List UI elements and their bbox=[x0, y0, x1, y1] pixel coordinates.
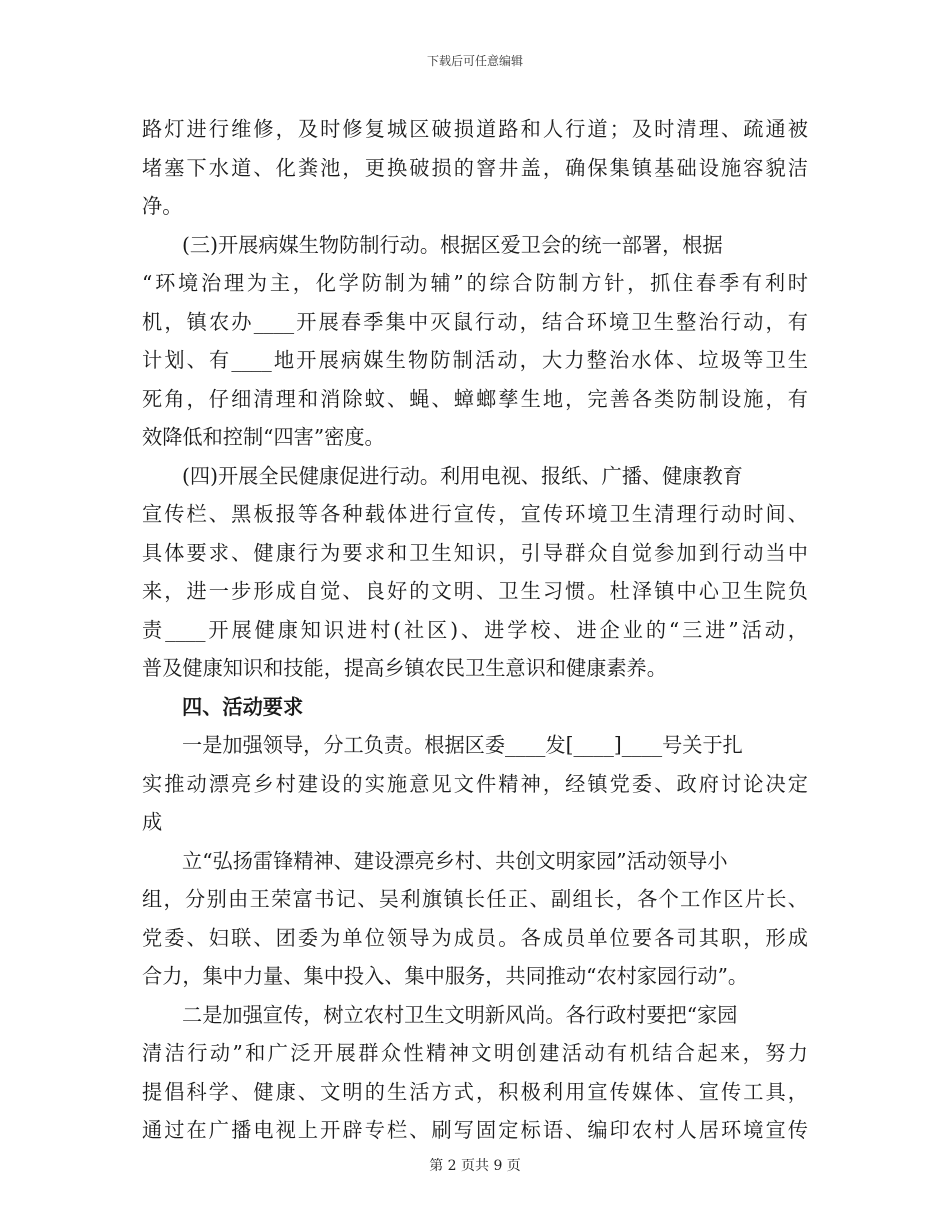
body-line: 党委、妇联、团委为单位领导为成员。各成员单位要各司其职，形成 bbox=[142, 925, 808, 950]
body-line: 一是加强领导，分工负责。根据区委____发[____]____号关于扎 bbox=[182, 733, 743, 757]
page-footer: 第 2 页共 9 页 bbox=[429, 1158, 521, 1174]
document-body bbox=[142, 110, 808, 1150]
body-line: 实推动漂亮乡村建设的实施意见文件精神，经镇党委、政府讨论决定 bbox=[142, 771, 808, 796]
body-line: “环境治理为主，化学防制为辅”的综合防制方针，抓住春季有利时 bbox=[142, 271, 808, 295]
body-line: 组，分别由王荣富书记、吴利旗镇长任正、副组长，各个工作区片长、 bbox=[142, 887, 808, 911]
section-heading: 四、活动要求 bbox=[182, 694, 304, 719]
body-line: 提倡科学、健康、文明的生活方式，积极利用宣传媒体、宣传工具， bbox=[142, 1079, 808, 1104]
body-line: 合力，集中力量、集中投入、集中服务，共同推动“农村家园行动”。 bbox=[142, 964, 749, 988]
body-line: 来，进一步形成自觉、良好的文明、卫生习惯。杜泽镇中心卫生院负 bbox=[142, 579, 808, 603]
body-line: 具体要求、健康行为要求和卫生知识，引导群众自觉参加到行动当中 bbox=[142, 540, 808, 565]
body-line: 机，镇农办____开展春季集中灭鼠行动，结合环境卫生整治行动，有 bbox=[142, 309, 808, 334]
body-line: 责____开展健康知识进村(社区)、进学校、进企业的“三进”活动， bbox=[142, 617, 808, 642]
body-line: 计划、有____地开展病媒生物防制活动，大力整治水体、垃圾等卫生 bbox=[142, 348, 808, 372]
body-line: 成 bbox=[142, 810, 163, 834]
body-line: 效降低和控制“四害”密度。 bbox=[142, 425, 385, 449]
body-line: (三)开展病媒生物防制行动。根据区爱卫会的统一部署，根据 bbox=[182, 232, 723, 257]
body-line: 通过在广播电视上开辟专栏、刷写固定标语、编印农村人居环境宣传 bbox=[142, 1118, 808, 1142]
body-line: 净。 bbox=[142, 194, 183, 218]
body-line: 清洁行动”和广泛开展群众性精神文明创建活动有机结合起来，努力 bbox=[142, 1041, 808, 1065]
body-line: 堵塞下水道、化粪池，更换破损的窨井盖，确保集镇基础设施容貌洁 bbox=[142, 155, 808, 180]
body-line: (四)开展全民健康促进行动。利用电视、报纸、广播、健康教育 bbox=[182, 463, 743, 488]
body-line: 二是加强宣传，树立农村卫生文明新风尚。各行政村要把“家园 bbox=[182, 1002, 738, 1027]
page-header: 下载后可任意编辑 bbox=[426, 54, 523, 68]
body-line: 宣传栏、黑板报等各种载体进行宣传，宣传环境卫生清理行动时间、 bbox=[142, 502, 808, 526]
body-line: 路灯进行维修，及时修复城区破损道路和人行道；及时清理、疏通被 bbox=[142, 117, 808, 141]
body-line: 死角，仔细清理和消除蚊、蝇、蟑螂孳生地，完善各类防制设施，有 bbox=[142, 386, 808, 411]
body-line: 立“弘扬雷锋精神、建设漂亮乡村、共创文明家园”活动领导小 bbox=[182, 848, 728, 873]
body-line: 普及健康知识和技能，提高乡镇农民卫生意识和健康素养。 bbox=[142, 656, 667, 680]
